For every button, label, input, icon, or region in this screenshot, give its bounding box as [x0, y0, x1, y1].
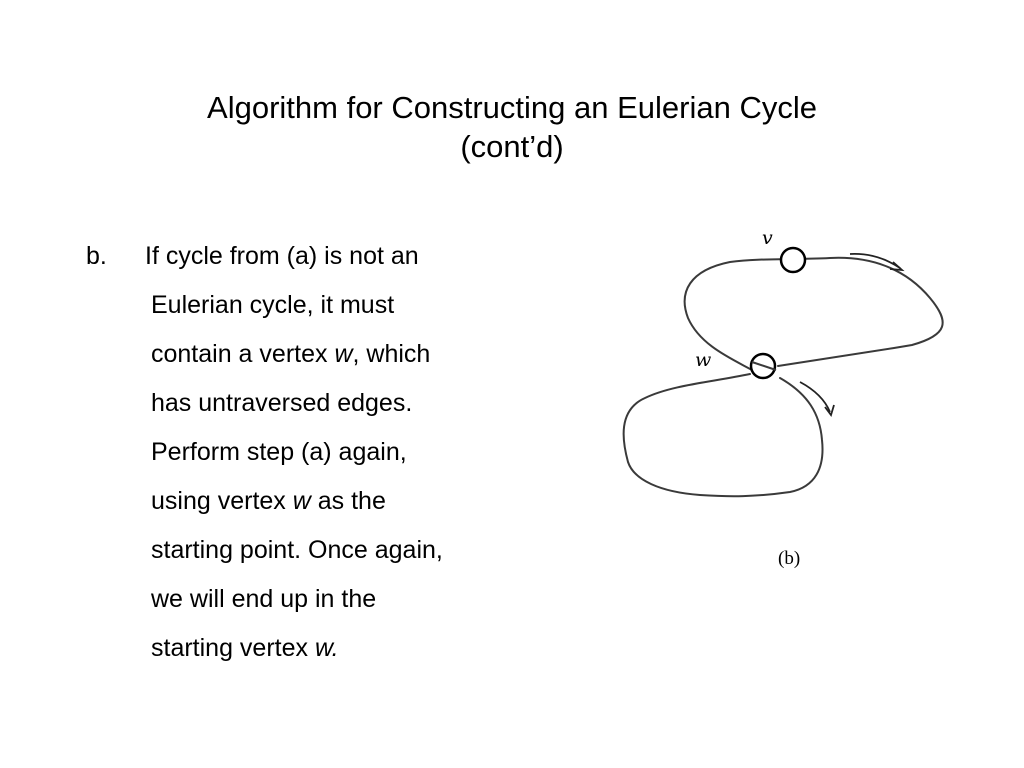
vertex-variable: w.: [314, 634, 339, 662]
figure-caption: (b): [778, 548, 801, 569]
text-line-3: [86, 330, 606, 379]
text-segment: , which: [352, 340, 431, 368]
vertex-variable: w: [292, 487, 311, 515]
text-line-4: [86, 379, 606, 428]
text-segment: If cycle from (a) is not an: [145, 242, 419, 270]
text-segment: has untraversed edges.: [151, 389, 413, 417]
text-line-7: [86, 526, 606, 575]
body-text: [86, 232, 606, 673]
list-marker: b.: [86, 242, 107, 270]
vertex-v-label: v: [762, 227, 773, 249]
text-segment: starting point. Once again,: [151, 536, 443, 564]
text-segment: using vertex: [151, 487, 293, 515]
arrow-upper-icon: [850, 254, 900, 268]
text-line-5: [86, 428, 606, 477]
text-segment: Eulerian cycle, it must: [151, 291, 395, 319]
text-segment: contain a vertex: [151, 340, 335, 368]
text-segment: Perform step (a) again,: [151, 438, 407, 466]
text-segment: starting vertex: [151, 634, 315, 662]
vertex-v-node: [781, 248, 805, 272]
vertex-w-label: w: [695, 349, 712, 371]
eulerian-cycle-figure: [600, 215, 980, 595]
text-segment: we will end up in the: [151, 585, 377, 613]
vertex-variable: w: [334, 340, 353, 368]
text-line-9: [86, 624, 606, 673]
text-line-8: [86, 575, 606, 624]
lower-cycle-path: [624, 374, 823, 496]
text-segment: as the: [310, 487, 386, 515]
slide-title: [60, 88, 964, 166]
text-line-2: [86, 281, 606, 330]
title-line-1: Algorithm for Constructing an Eulerian Cycle: [207, 90, 817, 125]
title-line-2: (cont’d): [460, 129, 564, 164]
text-line-6: [86, 477, 606, 526]
upper-cycle-path: [685, 258, 943, 370]
text-line-1: [86, 232, 606, 281]
